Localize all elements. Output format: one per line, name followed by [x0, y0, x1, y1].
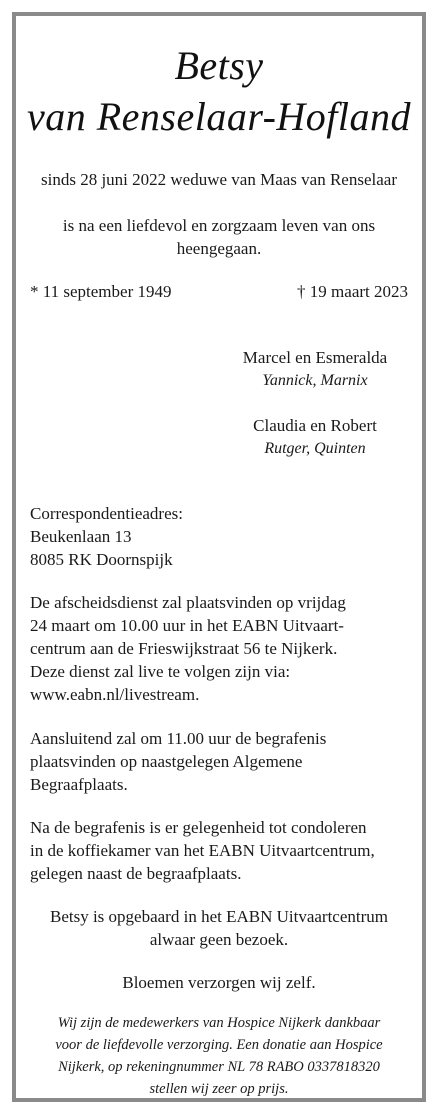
- laid-out-line-2: alwaar geen bezoek.: [149, 930, 289, 949]
- family-children-2: Rutger, Quinten: [264, 440, 366, 457]
- family-parents-1: Marcel en Esmeralda: [242, 348, 388, 367]
- passing-line-2: heengegaan.: [176, 239, 262, 258]
- obituary-card: [12, 12, 426, 1102]
- service-line-4: Deze dienst zal live te volgen zijn via:: [30, 662, 291, 681]
- service-line-3: centrum aan de Frieswijkstraat 56 te Nijkerk.: [30, 639, 338, 658]
- first-name: Betsy: [174, 43, 264, 88]
- address-street: Beukenlaan 13: [30, 527, 132, 546]
- condolence-line-1: Na de begrafenis is er gelegenheid tot condoleren: [30, 818, 367, 837]
- address-postal: 8085 RK Doornspijk: [30, 550, 173, 569]
- hospice-line-4: stellen wij zeer op prijs.: [149, 1081, 289, 1097]
- condolence-line-2: in de koffiekamer van het EABN Uitvaartcentrum,: [30, 841, 375, 860]
- burial-line-1: Aansluitend zal om 11.00 uur de begrafenis: [30, 729, 327, 748]
- family-children-1: Yannick, Marnix: [262, 372, 368, 389]
- flowers-line: Bloemen verzorgen wij zelf.: [122, 973, 316, 992]
- hospice-line-3: Nijkerk, op rekeningnummer NL 78 RABO 0337818320: [58, 1059, 380, 1075]
- laid-out-line-1: Betsy is opgebaard in het EABN Uitvaartcentrum: [49, 907, 389, 926]
- birth-date: * 11 september 1949: [30, 282, 172, 301]
- burial-line-2: plaatsvinden op naastgelegen Algemene: [30, 752, 303, 771]
- hospice-line-1: Wij zijn de medewerkers van Hospice Nijkerk dankbaar: [57, 1015, 381, 1031]
- hospice-line-2: voor de liefdevolle verzorging. Een donatie aan Hospice: [55, 1037, 383, 1053]
- full-name: van Renselaar-Hofland: [26, 94, 412, 139]
- death-date: † 19 maart 2023: [297, 282, 408, 301]
- service-line-1: De afscheidsdienst zal plaatsvinden op vrijdag: [30, 593, 346, 612]
- family-parents-2: Claudia en Robert: [253, 416, 377, 435]
- burial-line-3: Begraafplaats.: [30, 775, 128, 794]
- widow-line: sinds 28 juni 2022 weduwe van Maas van Renselaar: [41, 170, 397, 189]
- livestream-link: www.eabn.nl/livestream.: [30, 685, 200, 704]
- address-label: Correspondentieadres:: [30, 504, 183, 523]
- service-line-2: 24 maart om 10.00 uur in het EABN Uitvaart-: [30, 616, 344, 635]
- condolence-line-3: gelegen naast de begraafplaats.: [30, 864, 242, 883]
- passing-line-1: is na een liefdevol en zorgzaam leven van ons: [62, 216, 376, 235]
